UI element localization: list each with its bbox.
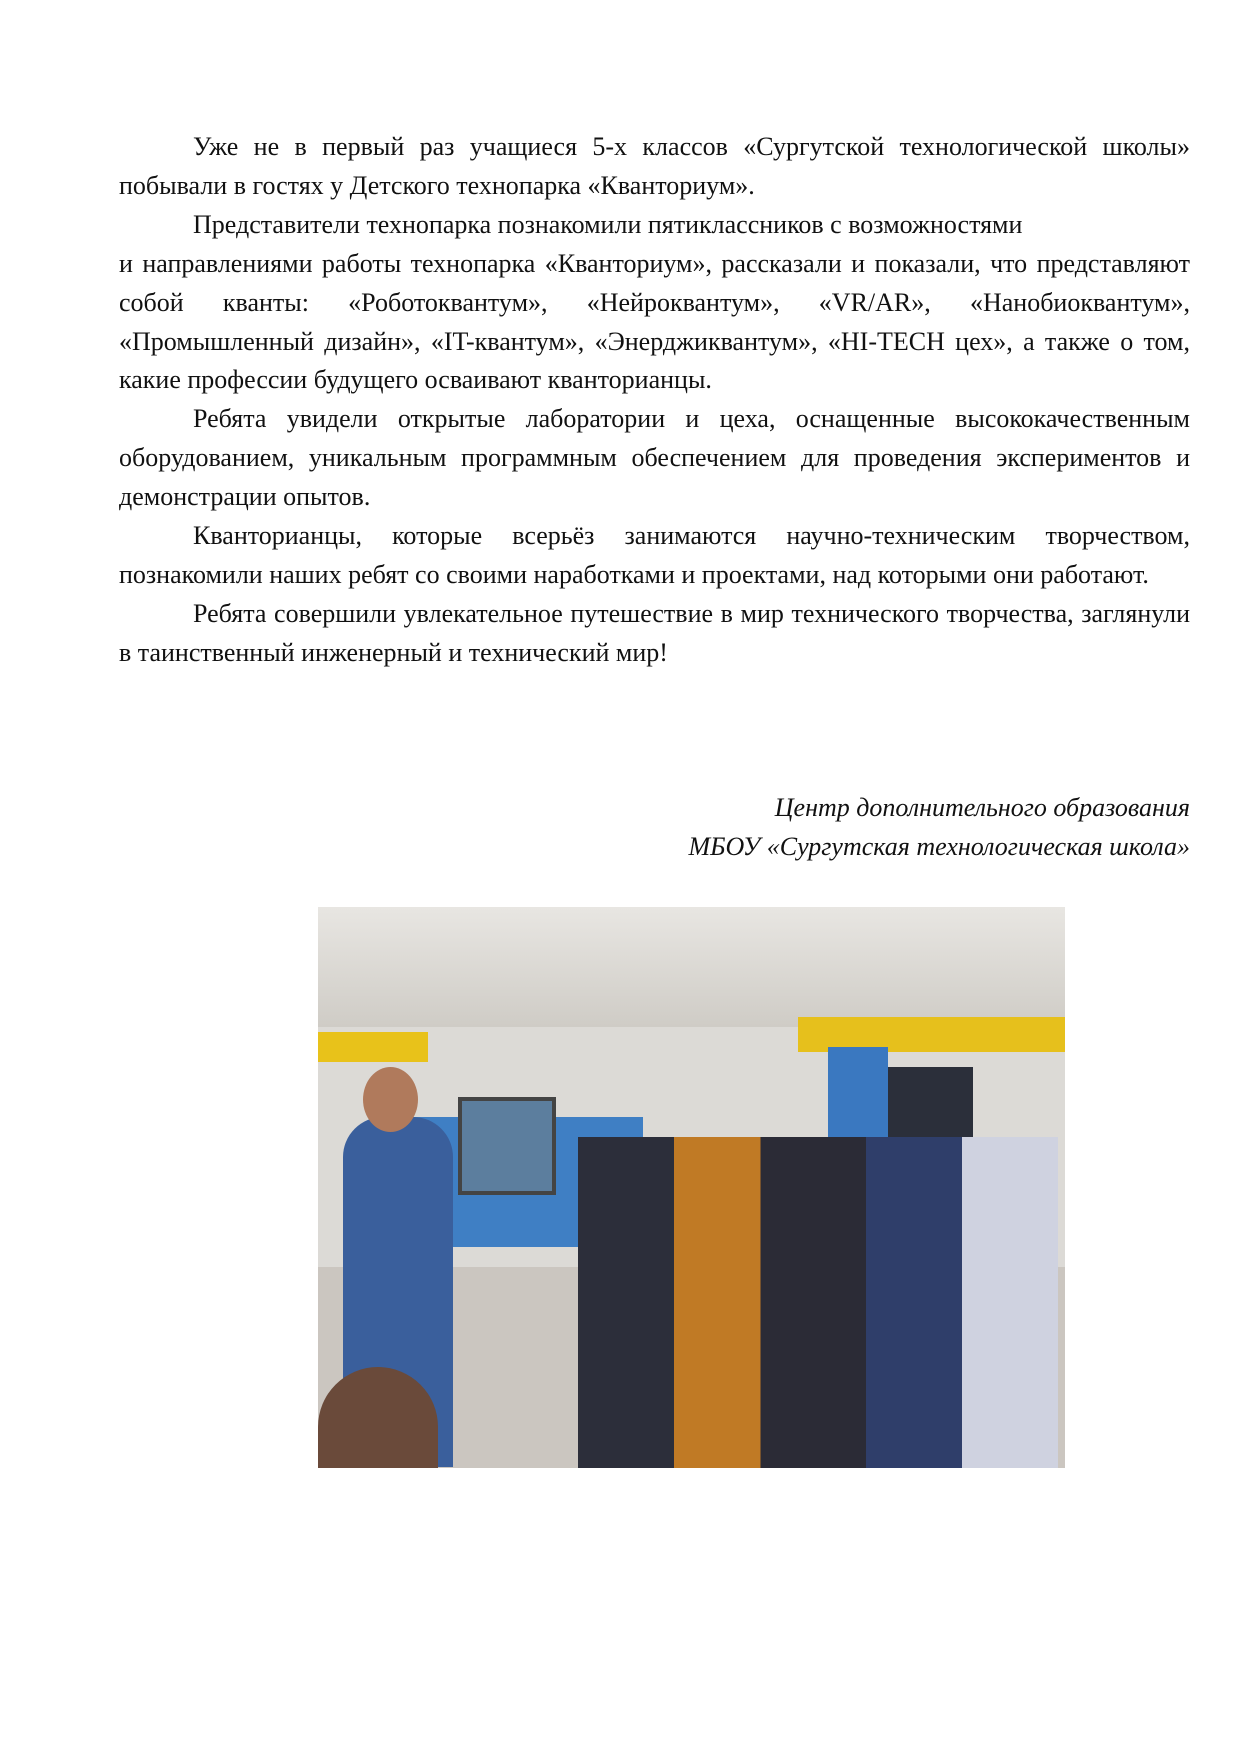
paragraph-text: Уже не в первый раз учащиеся 5-х классов «Сургутской технологической школы» побывали в гостях у Детского технопарка «Кванториум».: [119, 132, 1190, 200]
signature: [688, 788, 1190, 866]
paragraph-text: Ребята увидели открытые лаборатории и цеха, оснащенные высококачественным оборудованием, уникальным программным обеспечением для проведения экспериментов и демонстрации опытов.: [119, 404, 1190, 512]
signature-line-1: Центр дополнительного образования: [774, 793, 1190, 822]
paragraph-text: Представители технопарка познакомили пятиклассников с возможностями: [193, 209, 1023, 239]
paragraph-5: [119, 595, 1190, 673]
paragraph-2: [119, 206, 1190, 245]
paragraph-text: и направлениями работы технопарка «Кванториум», рассказали и показали, что представляют собой кванты: «Роботоквантум», «Нейроквантум», «VR/AR», «Нанобиоквантум», «Промышленный дизайн», «IT-квантум», «Энерджиквантум», «HI-TECH цех», а также о том, какие профессии будущего осваивают кванторианцы.: [119, 248, 1190, 395]
paragraph-2-cont: [119, 245, 1190, 401]
paragraph-text: Кванторианцы, которые всерьёз занимаются научно-техническим творчеством, познакомили наших ребят со своими наработками и проектами, над которыми они работают.: [119, 521, 1190, 589]
signature-line-2: МБОУ «Сургутская технологическая школа»: [688, 832, 1190, 861]
photo-students-at-technopark: [318, 907, 1065, 1468]
paragraph-3: [119, 400, 1190, 517]
paragraph-4: [119, 517, 1190, 595]
paragraph-1: [119, 128, 1190, 206]
article-body: [119, 128, 1190, 673]
paragraph-text: Ребята совершили увлекательное путешествие в мир технического творчества, заглянули в таинственный инженерный и технический мир!: [119, 598, 1190, 667]
